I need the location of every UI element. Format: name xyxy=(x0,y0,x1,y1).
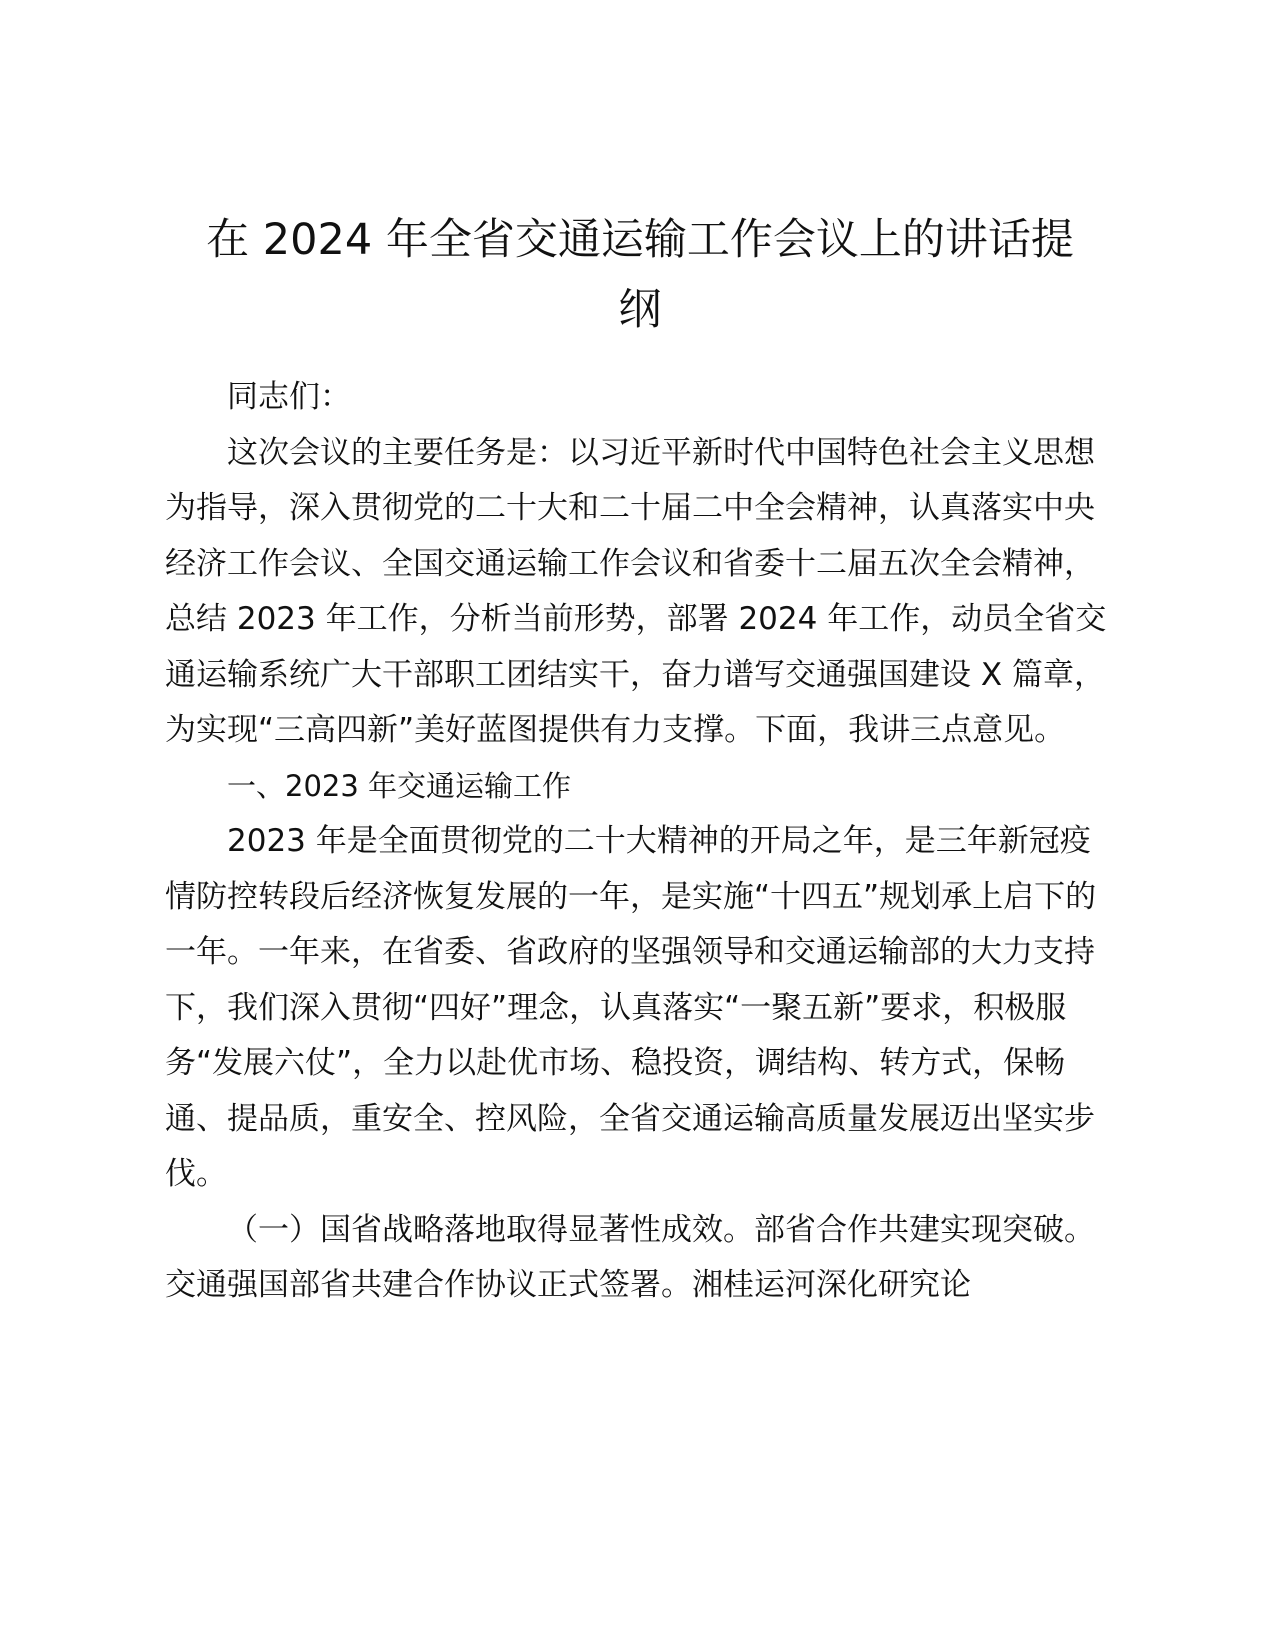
title-line-1: 在 2024 年全省交通运输工作会议上的讲话提 xyxy=(206,215,1074,265)
title-line-2: 纲 xyxy=(618,285,662,335)
document-body xyxy=(165,370,1110,1314)
intro-paragraph: 这次会议的主要任务是：以习近平新时代中国特色社会主义思想为指导，深入贯彻党的二十大和二十届二中全会精神，认真落实中央经济工作会议、全国交通运输工作会议和省委十二届五次全会精神，总结 2023 年工作，分析当前形势，部署 2024 年工作，动员全省交通运输系统广大干部职工团结实干，奋力谱写交通强国建设 X 篇章，为实现“三高四新”美好蓝图提供有力支撑。下面，我讲三点意见。 xyxy=(165,434,1107,748)
section-paragraph: 2023 年是全面贯彻党的二十大精神的开局之年，是三年新冠疫情防控转段后经济恢复发展的一年，是实施“十四五”规划承上启下的一年。一年来，在省委、省政府的坚强领导和交通运输部的大力支持下，我们深入贯彻“四好”理念，认真落实“一聚五新”要求，积极服务“发展六仗”，全力以赴优市场、稳投资，调结构、转方式，保畅通、提品质，重安全、控风险，全省交通运输高质量发展迈出坚实步伐。 xyxy=(165,823,1097,1192)
subsection-paragraph: （一）国省战略落地取得显著性成效。部省合作共建实现突破。交通强国部省共建合作协议正式签署。湘桂运河深化研究论 xyxy=(165,1211,1095,1303)
section-heading: 一、2023 年交通运输工作 xyxy=(227,768,572,803)
document-title xyxy=(160,205,1120,345)
salutation: 同志们： xyxy=(227,379,351,415)
